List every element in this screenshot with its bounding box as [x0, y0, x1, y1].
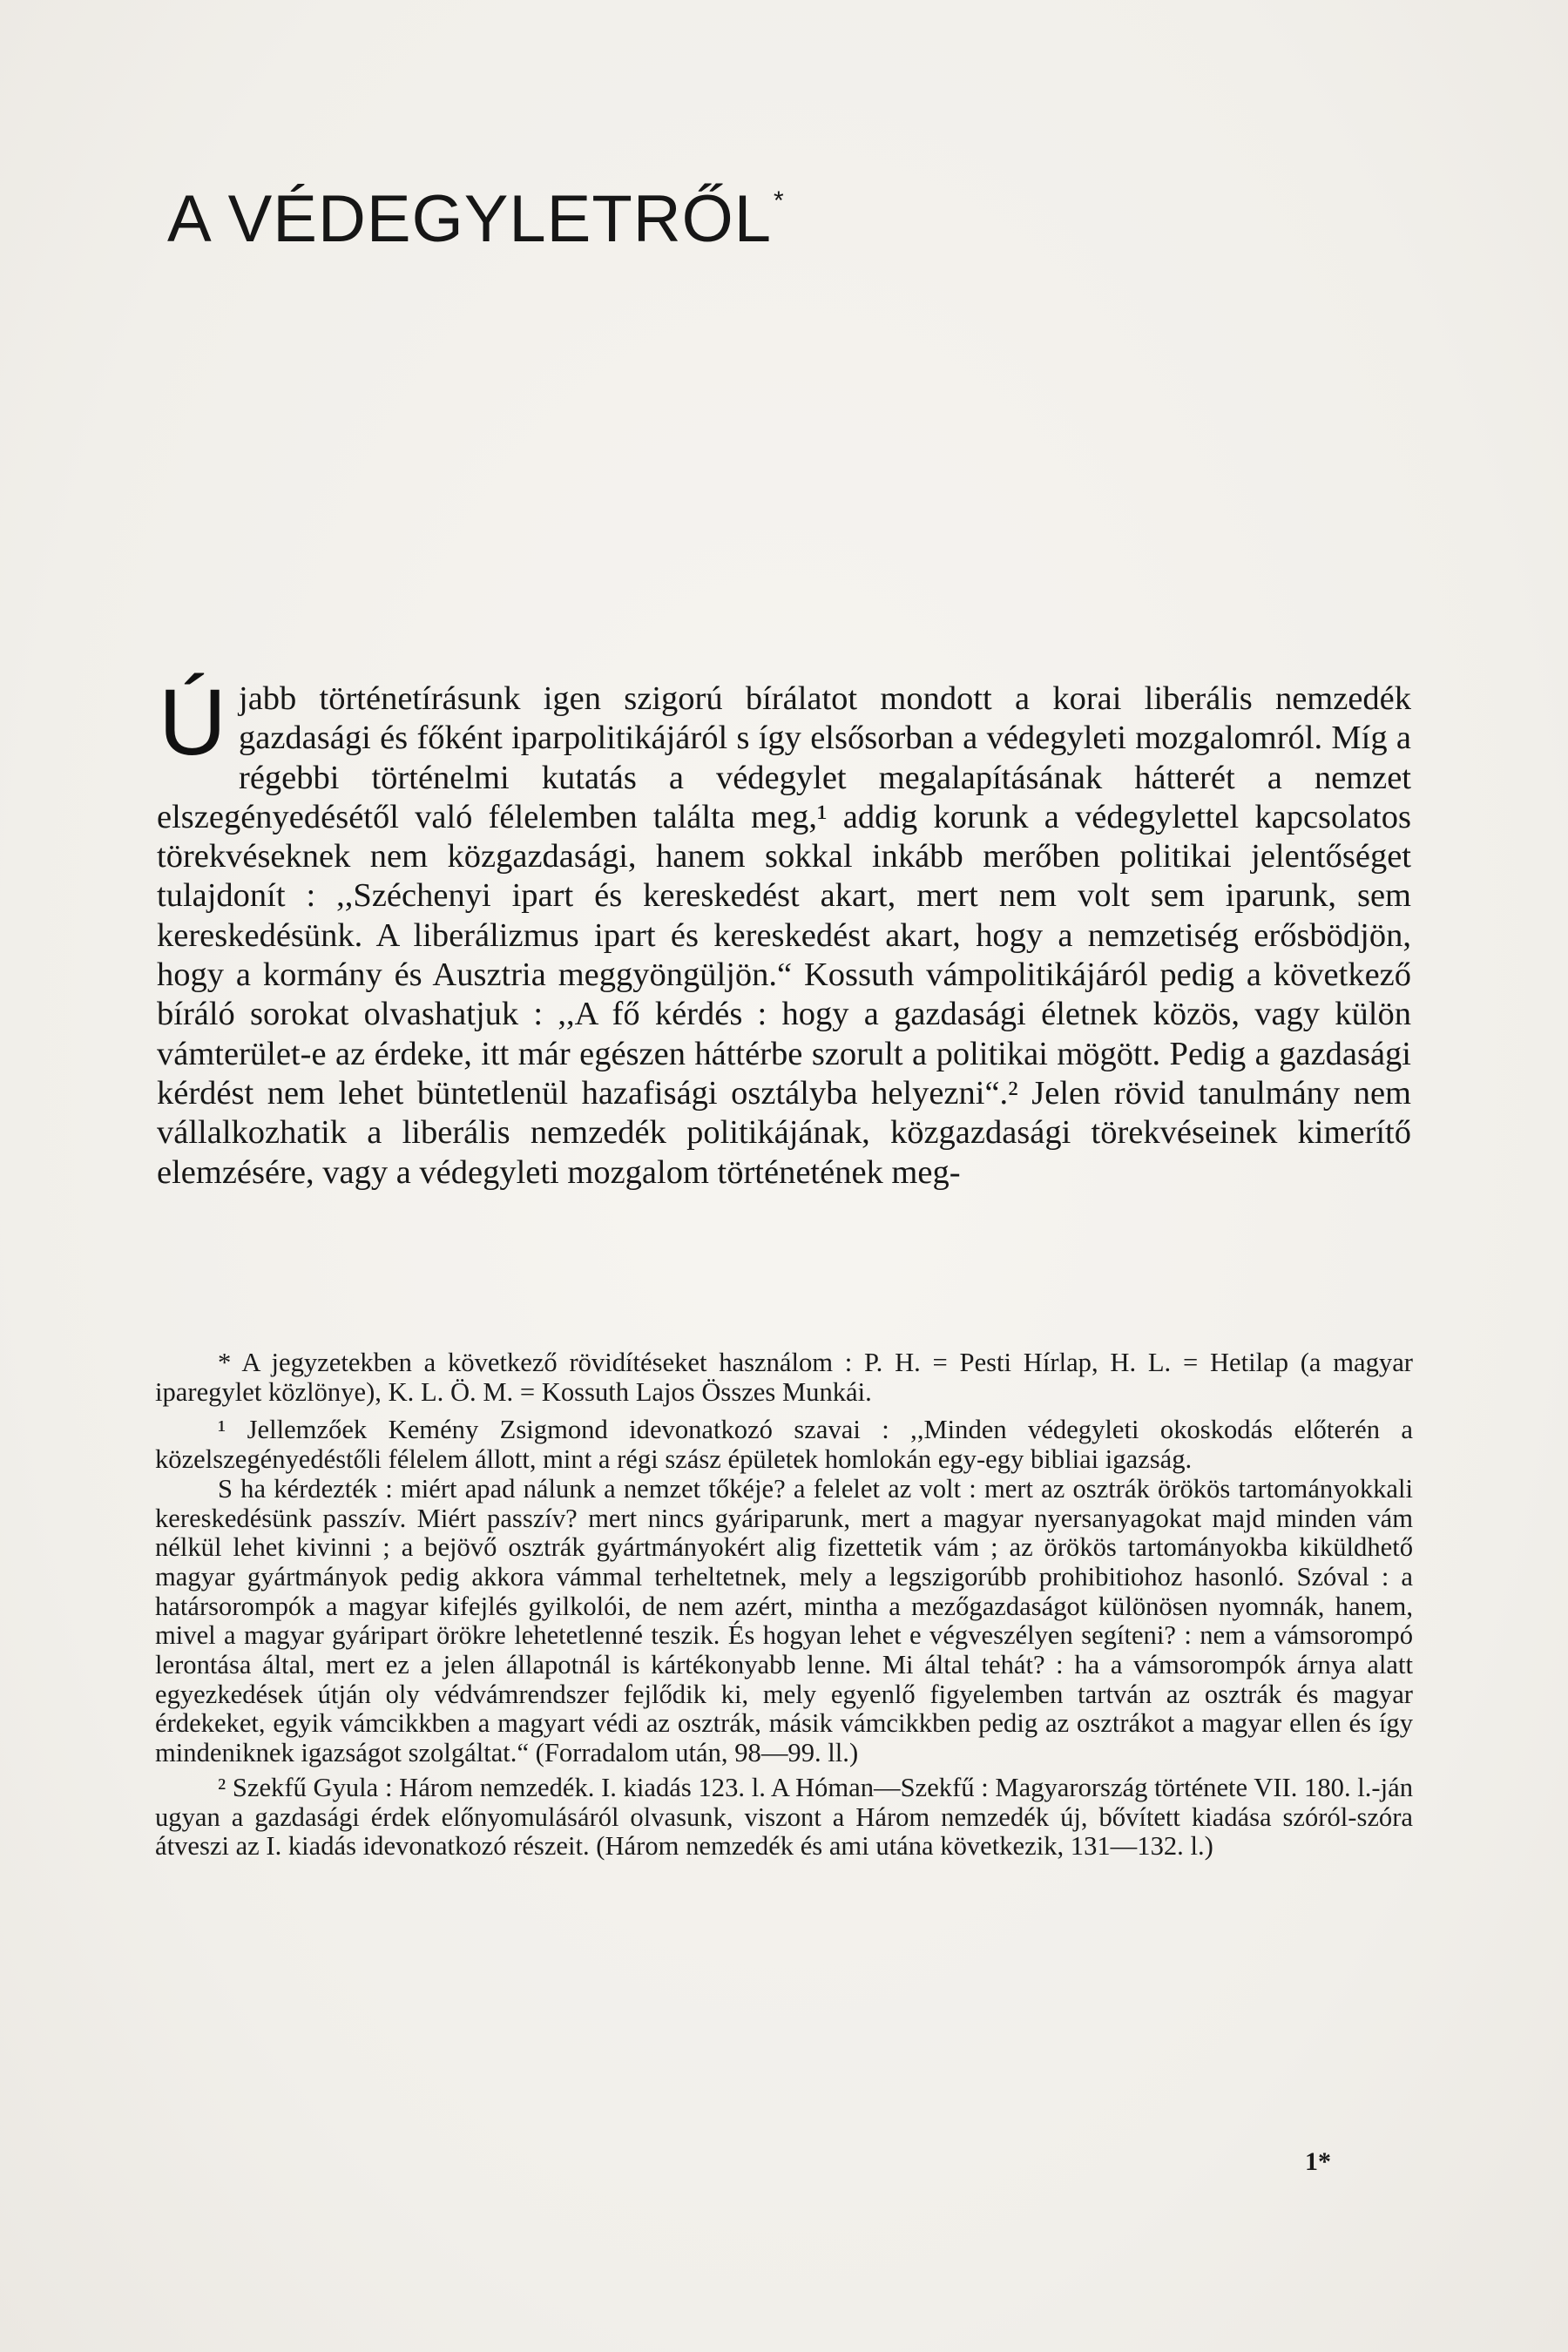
footnote-1-continued: S ha kérdezték : miért apad nálunk a nemzet tőkéje? a felelet az volt : mert az osztrák örökös tartományokkali kereskedésünk passzív. Miért passzív? mert nincs gyáriparunk, mert a magyar nyersanyagokat majd minden vám nélkül lehet kivinni ; a bejövő osztrák gyártmányokért alig fizettetik vám ; az örökös tartományokba kiküldhető magyar gyártmányok pedig akkora vámmal terheltetnek, mely a legszigorúbb prohibitiohoz hasonló. Szóval : a határsorompók a magyar kifejlés gyilkolói, de nem azért, mintha a mezőgazdaságot különösen nyomnák, hanem, mivel a magyar gyáripart örökre lehetetlenné teszik. És hogyan lehet e végveszélyen segíteni? : nem a vámsorompó lerontása által, mert ez a jelen állapotnál is kártékonyabb lenne. Mi által tehát? : ha a vámsorompók árnya alatt egyezkedések útján oly védvámrendszer fejlődik ki, mely egyenlő figyelemben tartván az osztrák és magyar érdekeket, egyik vámcikkben a magyart védi az osztrák, másik vámcikkben pedig az osztrákot a magyar ellen és így mindeniknek igazságot szolgáltat.“ (Forradalom után, 98—99. ll.) [155, 1473, 1413, 1768]
drop-cap: Ú [159, 669, 226, 774]
footnote-abbreviations: * A jegyzetekben a következő rövidítéseket használom : P. H. = Pesti Hírlap, H. L. = Hetilap (a magyar iparegylet közlönye), K. L. Ö. M. = Kossuth Lajos Összes Munkái. [155, 1348, 1413, 1407]
article-title [167, 181, 785, 257]
page-number: 1* [1305, 2147, 1331, 2176]
footnote-1: ¹ Jellemzőek Kemény Zsigmond idevonatkozó szavai : ,,Minden védegyleti okoskodás előterén a közelszegényedéstőli félelem állott, mint a régi szász épületek homlokán egy-egy bibliai igazság. [155, 1415, 1413, 1475]
body-paragraph [157, 669, 1411, 1193]
title-footnote-mark: * [774, 186, 785, 215]
body-text: jabb történetírásunk igen szigorú bírálatot mondott a korai liberális nemzedék gazdasági és főként iparpolitikájáról s így elsősorban a védegyleti mozgalomról. Míg a régebbi történelmi kutatás a védegylet megalapításának hátterét a nemzet elszegényedésétől való félelemben találta meg,¹ addig korunk a védegylettel kapcsolatos törekvéseknek nem közgazdasági, hanem sokkal inkább merőben politikai jelentőséget tulajdonít : ,,Széchenyi ipart és kereskedést akart, mert nem volt sem iparunk, sem kereskedésünk. A liberálizmus ipart és kereskedést akart, hogy a nemzetiség erősbödjön, hogy a kormány és Ausztria meggyöngüljön.“ Kossuth vámpolitikájáról pedig a következő bíráló sorokat olvashatjuk : ,,A fő kérdés : hogy a gazdasági életnek közös, vagy külön vámterület-e az érdeke, itt már egészen háttérbe szorult a politikai mögött. Pedig a gazdasági kérdést nem lehet büntetlenül hazafisági osztályba helyezni“.² Jelen rövid tanulmány nem vállalkozhatik a liberális nemzedék politikájának, közgazdasági törekvéseinek kimerítő elemzésére, vagy a védegyleti mozgalom történetének meg- [157, 680, 1411, 1191]
title-text: A VÉDEGYLETRŐL [167, 182, 773, 256]
footnote-2: ² Szekfű Gyula : Három nemzedék. I. kiadás 123. l. A Hóman—Szekfű : Magyarország története VII. 180. l.-ján ugyan a gazdasági érdek előnyomulásáról olvasunk, viszont a Három nemzedék új, bővített kiadása szóról-szóra átveszi az I. kiadás idevonatkozó részeit. (Három nemzedék és ami utána következik, 131—132. l.) [155, 1772, 1413, 1862]
footnotes [155, 1348, 1413, 1862]
